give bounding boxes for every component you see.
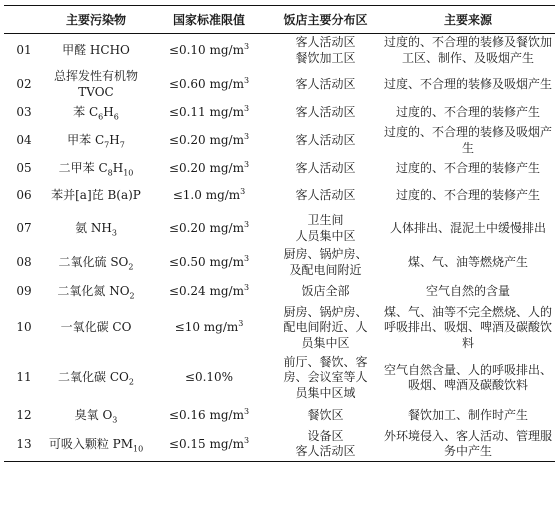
cell-distribution-area: 前厅、餐饮、客 房、会议室等人 员集中区域 [283, 354, 368, 400]
cell-pollutant: 二甲苯 $C_8H_{10}$ [58, 160, 134, 178]
cell-number: 09 [16, 283, 32, 298]
cell-distribution-area: 客人活动区 [295, 160, 356, 175]
cell-distribution-area: 客人活动区 餐饮加工区 [295, 35, 356, 65]
cell-standard-limit: ≤10 $mg/m^3$ [174, 319, 244, 335]
cell-standard-limit: ≤1.0 $mg/m^3$ [172, 186, 246, 202]
cell-distribution-area: 厨房、锅炉房、 配电间附近、人 员集中区 [283, 304, 368, 350]
cell-main-source: 过度的、不合理的装修及吸烟产生 [384, 125, 553, 155]
cell-number: 07 [16, 220, 32, 235]
table-row [4, 280, 555, 304]
cell-standard-limit: ≤0.16 $mg/m^3$ [168, 406, 250, 422]
cell-pollutant: 臭氧 $O_3$ [74, 407, 118, 425]
cell-pollutant: 总挥发性有机物 TVOC [53, 69, 138, 99]
cell-pollutant: 可吸入颗粒 $PM_{10}$ [48, 436, 144, 453]
table-row [4, 158, 555, 180]
cell-standard-limit: ≤0.10 $mg/m^3$ [168, 42, 250, 57]
header-pollutant: 主要污染物 [65, 13, 126, 27]
cell-number: 02 [16, 76, 32, 91]
cell-pollutant: 甲苯 $C_7H_7$ [67, 132, 125, 150]
cell-standard-limit: ≤0.20 $mg/m^3$ [168, 219, 250, 235]
cell-pollutant: 苯 $C_6H_6$ [73, 104, 119, 122]
cell-pollutant: 二氧化氮 $NO_2$ [57, 283, 135, 301]
cell-pollutant: 氨 $NH_3$ [75, 220, 117, 238]
table-row [4, 180, 555, 212]
cell-number: 03 [16, 104, 32, 119]
cell-number: 12 [16, 407, 32, 422]
cell-number: 05 [16, 160, 32, 175]
cell-number: 06 [16, 187, 32, 202]
table-row [4, 304, 555, 353]
cell-main-source: 过度的、不合理的装修产生 [395, 160, 540, 175]
cell-main-source: 餐饮加工、制作时产生 [407, 407, 528, 422]
cell-main-source: 过度、不合理的装修及吸烟产生 [384, 76, 553, 91]
cell-pollutant: 二氧化硫 $SO_2$ [58, 254, 134, 272]
cell-standard-limit: ≤0.60 $mg/m^3$ [168, 75, 250, 91]
table-row [4, 124, 555, 158]
header-standard-limit: 国家标准限值 [172, 13, 245, 27]
cell-main-source: 过度的、不合理的装修产生 [395, 187, 540, 202]
cell-main-source: 外环境侵入、客人活动、管理服务中产生 [384, 428, 553, 459]
header-number [4, 6, 44, 34]
cell-main-source: 空气自然含量、人的呼吸排出、吸烟、啤酒及碳酸饮料 [384, 362, 553, 392]
table-row [4, 34, 555, 68]
cell-number: 08 [16, 254, 32, 269]
cell-distribution-area: 客人活动区 [295, 76, 356, 91]
cell-pollutant: 二氧化碳 $CO_2$ [58, 370, 134, 387]
cell-standard-limit: ≤0.11 $mg/m^3$ [168, 103, 250, 119]
cell-number: 10 [16, 320, 32, 335]
cell-distribution-area: 饭店全部 [301, 283, 350, 298]
cell-standard-limit: ≤0.50 $mg/m^3$ [168, 253, 250, 269]
cell-main-source: 煤、气、油等不完全燃烧、人的呼吸排出、吸烟、啤酒及碳酸饮料 [384, 304, 553, 350]
table-row [4, 353, 555, 404]
table-row [4, 428, 555, 462]
table-row [4, 68, 555, 102]
pollutant-table [4, 5, 555, 462]
cell-number: 11 [16, 370, 32, 385]
cell-main-source: 人体排出、混泥土中缓慢排出 [389, 220, 546, 235]
cell-distribution-area: 餐饮区 [307, 407, 344, 422]
cell-distribution-area: 客人活动区 [295, 187, 356, 202]
header-distribution-area: 饭店主要分布区 [283, 13, 368, 27]
cell-standard-limit: ≤0.15 $mg/m^3$ [168, 435, 250, 451]
table-row [4, 102, 555, 124]
table-header-row [4, 6, 555, 34]
table-row [4, 212, 555, 246]
cell-distribution-area: 客人活动区 [295, 132, 356, 147]
cell-number: 01 [16, 43, 32, 57]
cell-main-source: 空气自然的含量 [425, 283, 510, 298]
cell-standard-limit: ≤0.10% [184, 370, 234, 385]
cell-main-source: 煤、气、油等燃烧产生 [407, 254, 528, 269]
cell-pollutant: 甲醛 HCHO [62, 43, 130, 57]
cell-distribution-area: 厨房、锅炉房、 及配电间附近 [283, 247, 368, 277]
header-main-source: 主要来源 [443, 13, 492, 27]
cell-standard-limit: ≤0.20 $mg/m^3$ [168, 159, 250, 175]
cell-main-source: 过度的、不合理的装修产生 [395, 104, 540, 119]
cell-distribution-area: 客人活动区 [295, 104, 356, 119]
table-row [4, 246, 555, 280]
cell-number: 13 [16, 436, 32, 451]
cell-pollutant: 一氧化碳 CO [60, 320, 132, 335]
cell-number: 04 [16, 132, 32, 147]
cell-standard-limit: ≤0.24 $mg/m^3$ [168, 282, 250, 298]
table-row [4, 404, 555, 428]
cell-pollutant: 苯并[a]芘 B(a)P [51, 187, 141, 202]
cell-standard-limit: ≤0.20 $mg/m^3$ [168, 131, 250, 147]
cell-distribution-area: 卫生间 人员集中区 [295, 213, 356, 243]
cell-distribution-area: 设备区 客人活动区 [295, 428, 356, 459]
cell-main-source: 过度的、不合理的装修及餐饮加工区、制作、及吸烟产生 [384, 35, 553, 65]
